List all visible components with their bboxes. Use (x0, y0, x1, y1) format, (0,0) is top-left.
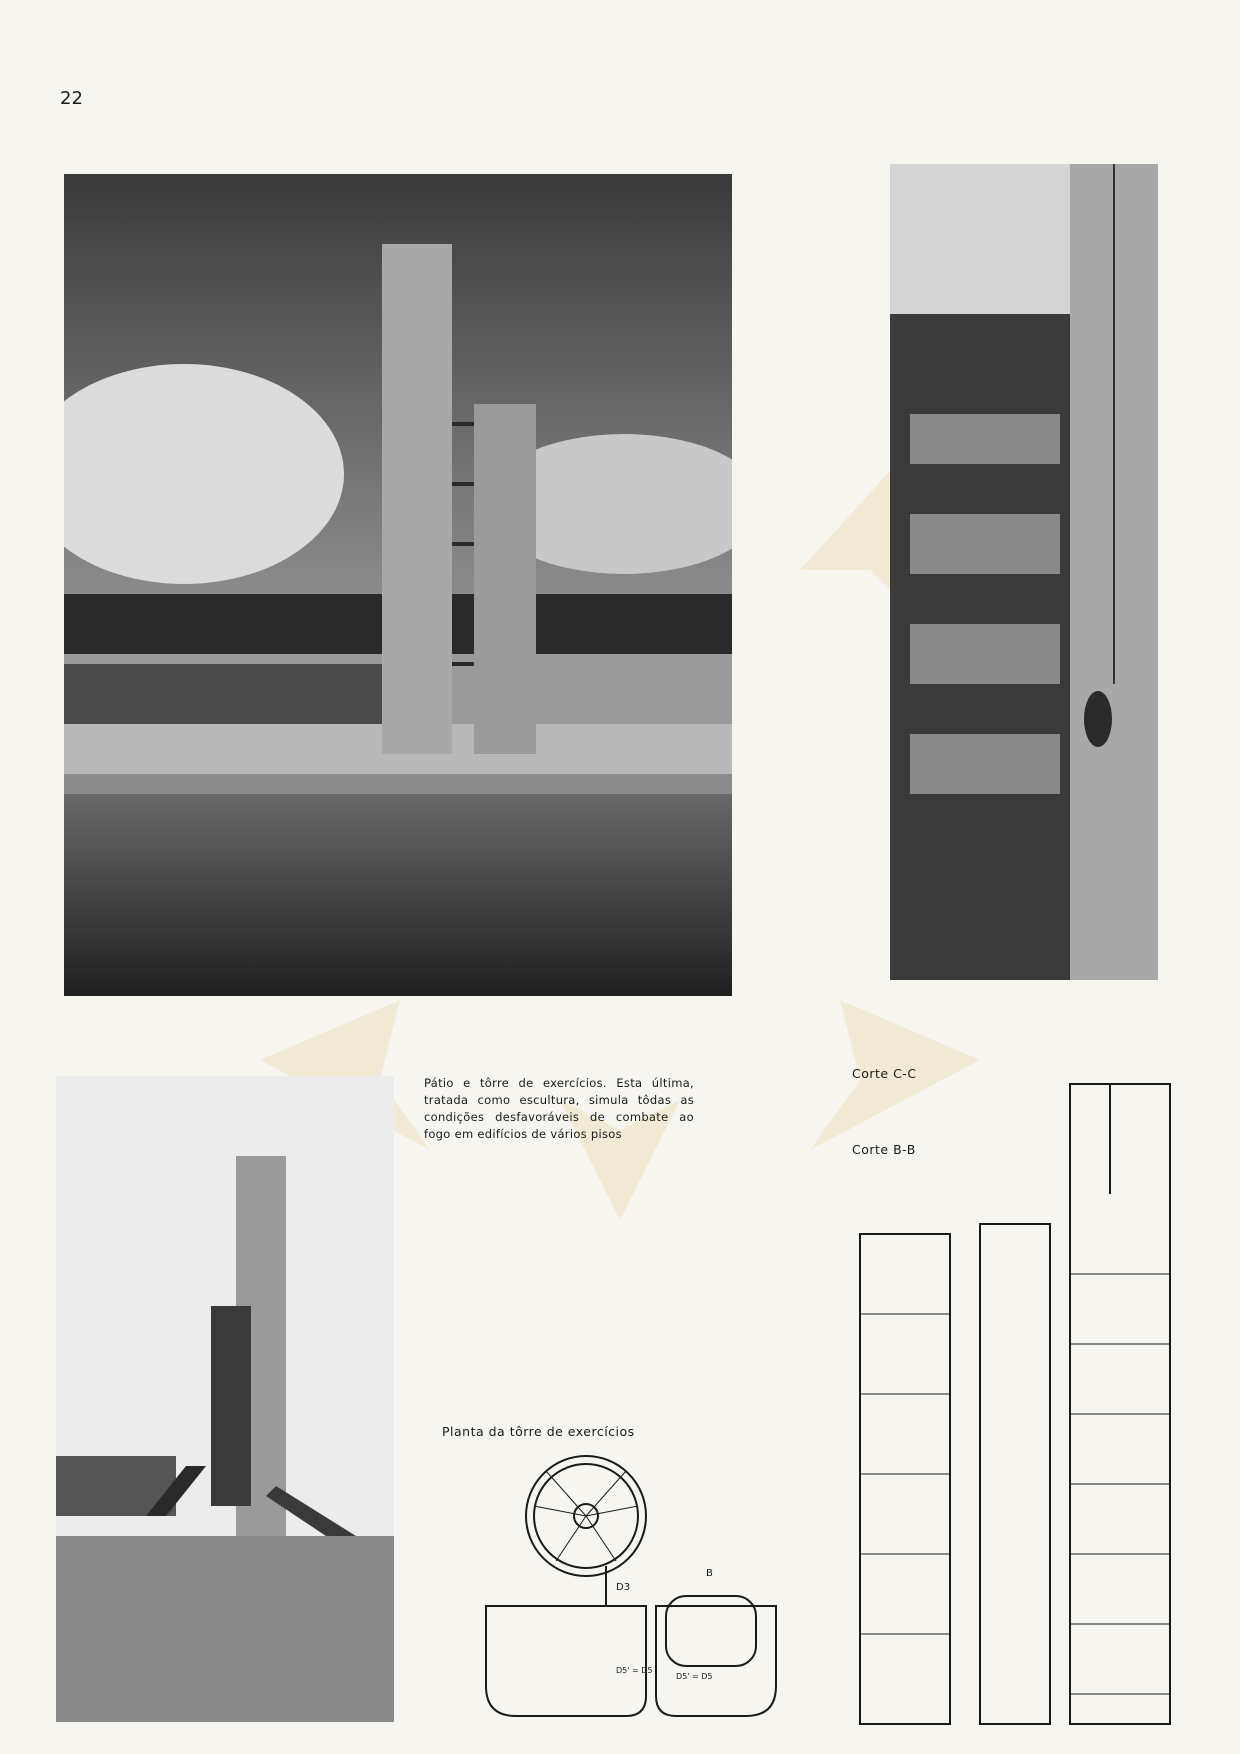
plan-title: Planta da tôrre de exercícios (442, 1424, 635, 1439)
plan-mark-ds1: D5' = D5 (616, 1666, 653, 1675)
photo-tower-stairs (56, 1076, 394, 1722)
plan-mark-ds2: D5' = D5 (676, 1672, 713, 1681)
photo-climber-tower (890, 164, 1158, 980)
section-cc-label: Corte C-C (852, 1066, 917, 1081)
photo-caption: Pátio e tôrre de exercícios. Esta última, tratada como escultura, simula tôdas as condições desfavoráveis de combate ao fogo em edifícios de vários pisos (424, 1076, 694, 1141)
photo-tower-courtyard (64, 174, 732, 996)
section-bb-label: Corte B-B (852, 1142, 916, 1157)
tower-floor-plan (466, 1446, 796, 1722)
tower-section-drawing (840, 1074, 1200, 1734)
plan-mark-d3: D3 (616, 1582, 631, 1593)
page-number: 22 (60, 88, 83, 109)
plan-mark-b: B (706, 1568, 713, 1579)
